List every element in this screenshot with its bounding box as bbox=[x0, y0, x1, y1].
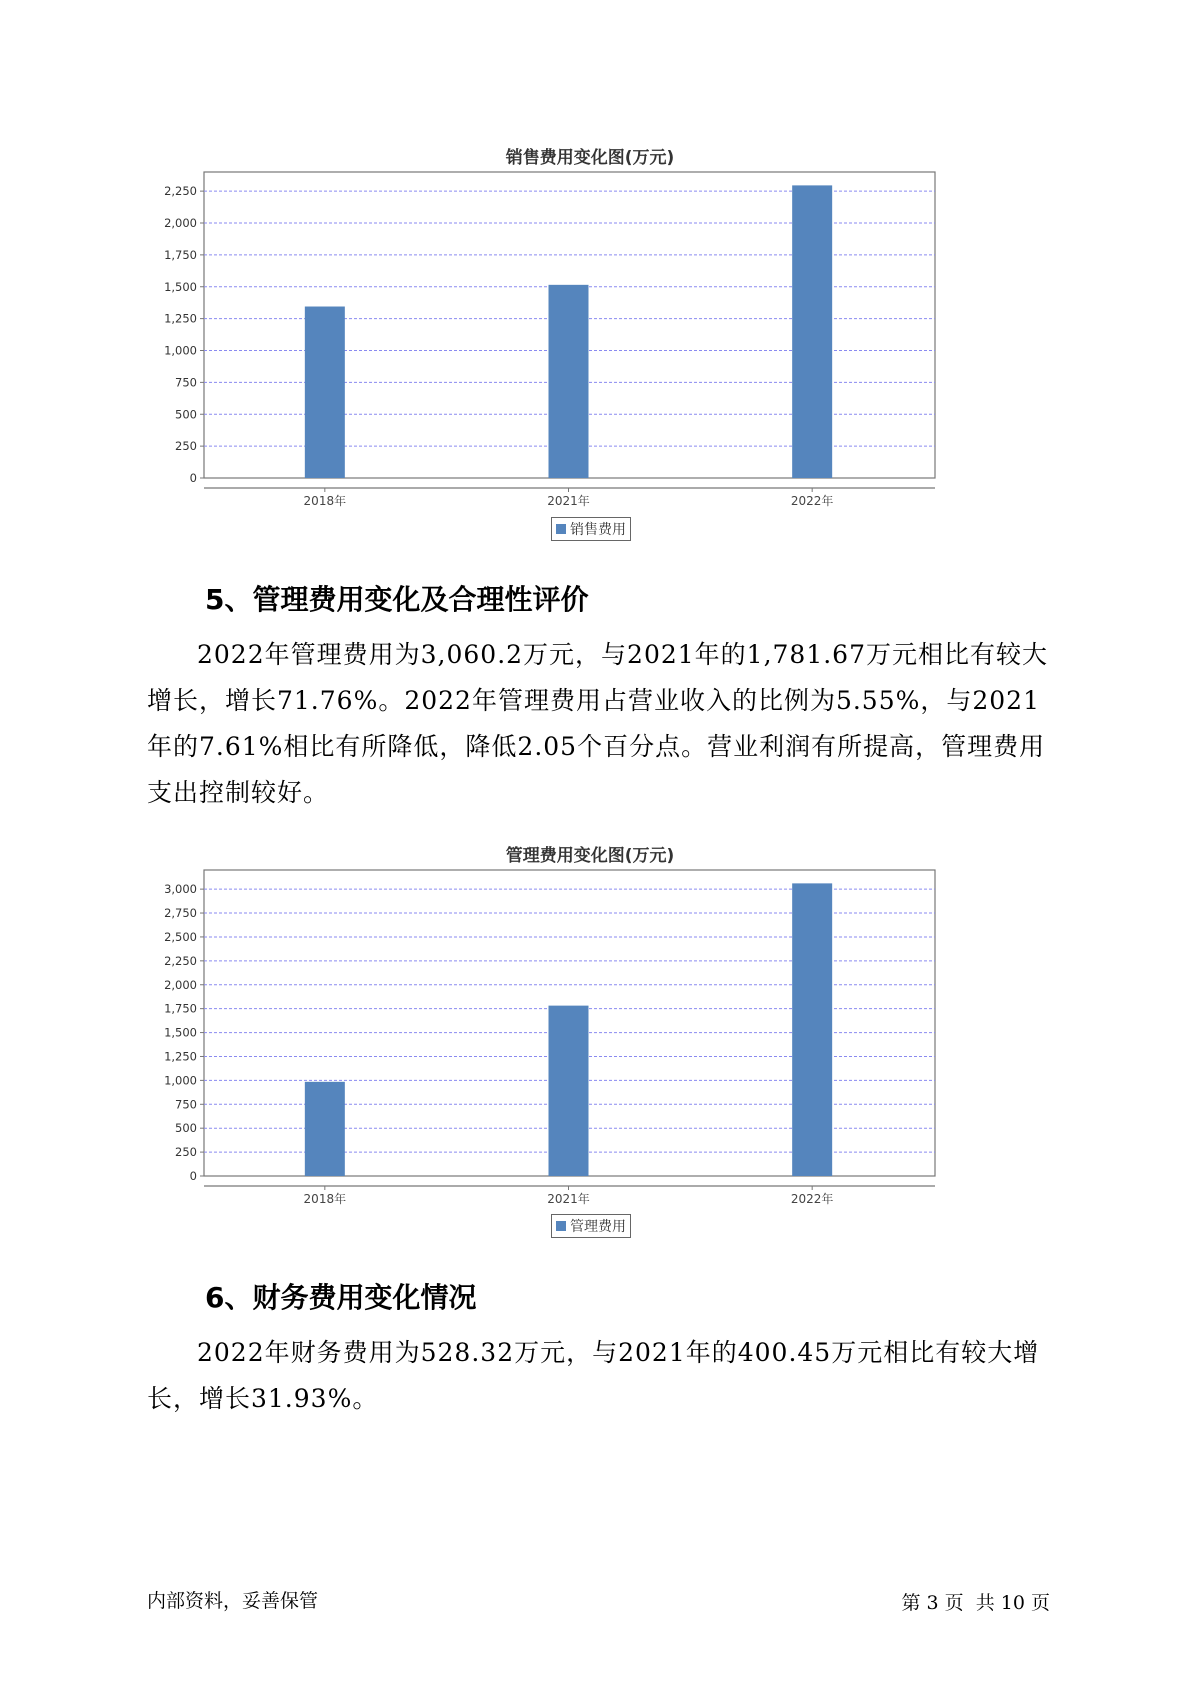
legend-swatch bbox=[556, 524, 566, 534]
bar-2018年 bbox=[305, 1082, 345, 1176]
chart-legend bbox=[551, 1214, 631, 1238]
chart-legend bbox=[551, 517, 631, 541]
bar-2018年 bbox=[305, 307, 345, 478]
y-tick-label: 750 bbox=[175, 1097, 197, 1112]
legend-label: 销售费用 bbox=[570, 522, 626, 538]
y-tick-label: 2,250 bbox=[164, 953, 197, 968]
section-5-text: 2022年管理费用为3,060.2万元，与2021年的1,781.67万元相比有较大增长，增长71.76%。2022年管理费用占营业收入的比例为5.55%，与2021年的7.61%相比有所降低，降低2.05个百分点。营业利润有所提高，管理费用支出控制较好。 bbox=[147, 640, 1048, 807]
y-tick-label: 2,500 bbox=[164, 929, 197, 944]
x-tick-label: 2021年 bbox=[547, 494, 590, 508]
legend-swatch bbox=[556, 1221, 566, 1231]
y-tick-label: 2,000 bbox=[164, 977, 197, 992]
bar-2021年 bbox=[549, 1006, 589, 1176]
bar-2021年 bbox=[549, 285, 589, 478]
y-tick-label: 1,250 bbox=[164, 311, 197, 326]
y-tick-label: 1,500 bbox=[164, 1025, 197, 1040]
x-tick-label: 2021年 bbox=[547, 1192, 590, 1206]
y-tick-label: 0 bbox=[189, 1169, 197, 1183]
section-6-text: 2022年财务费用为528.32万元，与2021年的400.45万元相比有较大增长，增长31.93%。 bbox=[147, 1338, 1040, 1413]
y-tick-label: 500 bbox=[175, 407, 197, 422]
chart-title: 销售费用变化图(万元) bbox=[505, 148, 675, 168]
legend-label: 管理费用 bbox=[570, 1219, 626, 1235]
chart-title: 管理费用变化图(万元) bbox=[505, 846, 675, 866]
y-tick-label: 1,500 bbox=[164, 279, 197, 294]
section-5-paragraph bbox=[147, 632, 1059, 816]
y-tick-label: 250 bbox=[175, 439, 197, 454]
bar-2022年 bbox=[792, 185, 832, 478]
y-tick-label: 3,000 bbox=[164, 882, 197, 897]
x-tick-label: 2022年 bbox=[790, 1192, 834, 1206]
y-tick-label: 1,250 bbox=[164, 1049, 197, 1064]
y-tick-label: 1,750 bbox=[164, 1001, 197, 1016]
chart-plot bbox=[140, 863, 1040, 1243]
y-tick-label: 750 bbox=[175, 375, 197, 390]
y-tick-label: 1,000 bbox=[164, 1073, 197, 1088]
y-tick-label: 1,750 bbox=[164, 247, 197, 262]
chart-plot bbox=[140, 165, 1040, 545]
section-6-paragraph bbox=[147, 1330, 1059, 1422]
x-tick-label: 2022年 bbox=[790, 494, 834, 508]
bar-2022年 bbox=[792, 883, 832, 1176]
y-tick-label: 0 bbox=[189, 471, 197, 485]
x-tick-label: 2018年 bbox=[303, 1192, 347, 1206]
footer-confidential: 内部资料，妥善保管 bbox=[147, 1590, 319, 1612]
y-tick-label: 2,750 bbox=[164, 906, 197, 921]
y-tick-label: 2,250 bbox=[164, 184, 197, 199]
y-tick-label: 250 bbox=[175, 1145, 197, 1160]
x-tick-label: 2018年 bbox=[303, 494, 347, 508]
section-6-heading: 6、财务费用变化情况 bbox=[205, 1281, 477, 1314]
y-tick-label: 1,000 bbox=[164, 343, 197, 358]
footer-page-number: 第 3 页 共 10 页 bbox=[901, 1592, 1050, 1614]
y-tick-label: 2,000 bbox=[164, 216, 197, 230]
y-tick-label: 500 bbox=[175, 1121, 197, 1136]
section-5-heading: 5、管理费用变化及合理性评价 bbox=[205, 583, 589, 616]
